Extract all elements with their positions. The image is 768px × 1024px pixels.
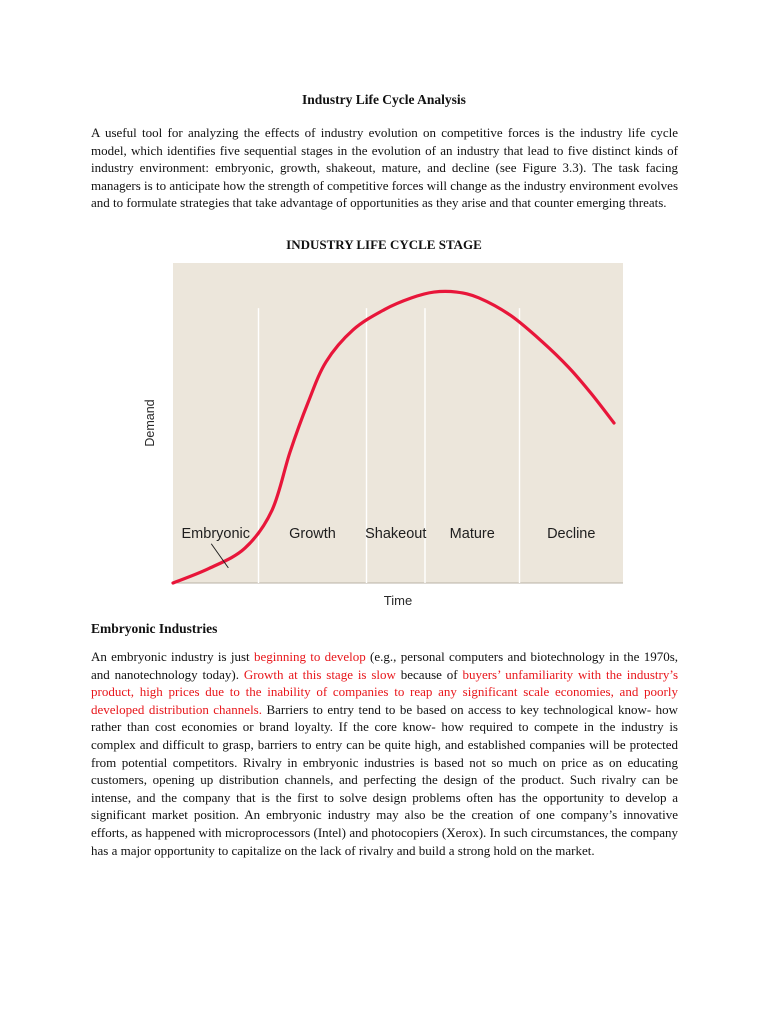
highlight-text-2: Growth at this stage is slow <box>243 666 396 682</box>
stage-label-mature: Mature <box>449 525 495 542</box>
body-text-1: An embryonic industry is just <box>91 649 254 664</box>
body-text-3: because of <box>395 666 463 682</box>
body-text-4: Barriers to entry tend to be based on access to key technological know- how rather than cost economies or brand loyalty. If the core know- how required to compete in the industry is complex and difficult to grasp, barriers to entry can be quite high, and established companies will be protected from potential competitors. Rivalry in embryonic industries is based not so much on price as on educating customers, opening up distribution channels, and perfecting the design of the product. Such rivalry can be intense, and the company that is the first to solve design problems often has the opportunity to develop a significant market position. An embryonic industry may also be the creation of one company’s innovative efforts, as happened with microprocessors (Intel) and photocopiers (Xerox). In such circumstances, the company has a major opportunity to capitalize on the lack of rivalry and build a strong hold on the market. <box>91 701 678 858</box>
stage-label-embryonic: Embryonic <box>181 525 250 542</box>
x-axis-label: Time <box>383 593 413 608</box>
life-cycle-chart-svg <box>140 258 630 616</box>
stage-label-shakeout: Shakeout <box>365 525 427 542</box>
highlight-text-1: beginning to develop <box>253 649 366 664</box>
life-cycle-chart <box>140 258 630 616</box>
highlight-text-3: buyers’ unfamiliarity with the industry’s product, high prices due to the inability of companies to reap any significant scale economies, and poorly developed distribution channels. <box>91 666 679 717</box>
body-text-2: (e.g., personal computers and biotechnology in the 1970s, and nanotechnology today). <box>91 649 679 682</box>
body-paragraph <box>91 648 678 859</box>
chart-heading: INDUSTRY LIFE CYCLE STAGE <box>286 237 482 252</box>
stage-label-growth: Growth <box>289 525 336 542</box>
document-title: Industry Life Cycle Analysis <box>302 92 466 107</box>
intro-paragraph: A useful tool for analyzing the effects of industry evolution on competitive forces is the industry life cycle model, which identifies five sequential stages in the evolution of an industry that lead to five distinct kinds of industry environment: embryonic, growth, shakeout, mature, and decline (see Figure 3.3). The task facing managers is to anticipate how the strength of competitive forces will change as the industry environment evolves and to formulate strategies that take advantage of opportunities as they arise and that counter emerging threats. <box>91 125 678 211</box>
y-axis-label: Demand <box>143 399 157 447</box>
section-heading: Embryonic Industries <box>91 621 218 636</box>
stage-label-decline: Decline <box>547 525 596 542</box>
